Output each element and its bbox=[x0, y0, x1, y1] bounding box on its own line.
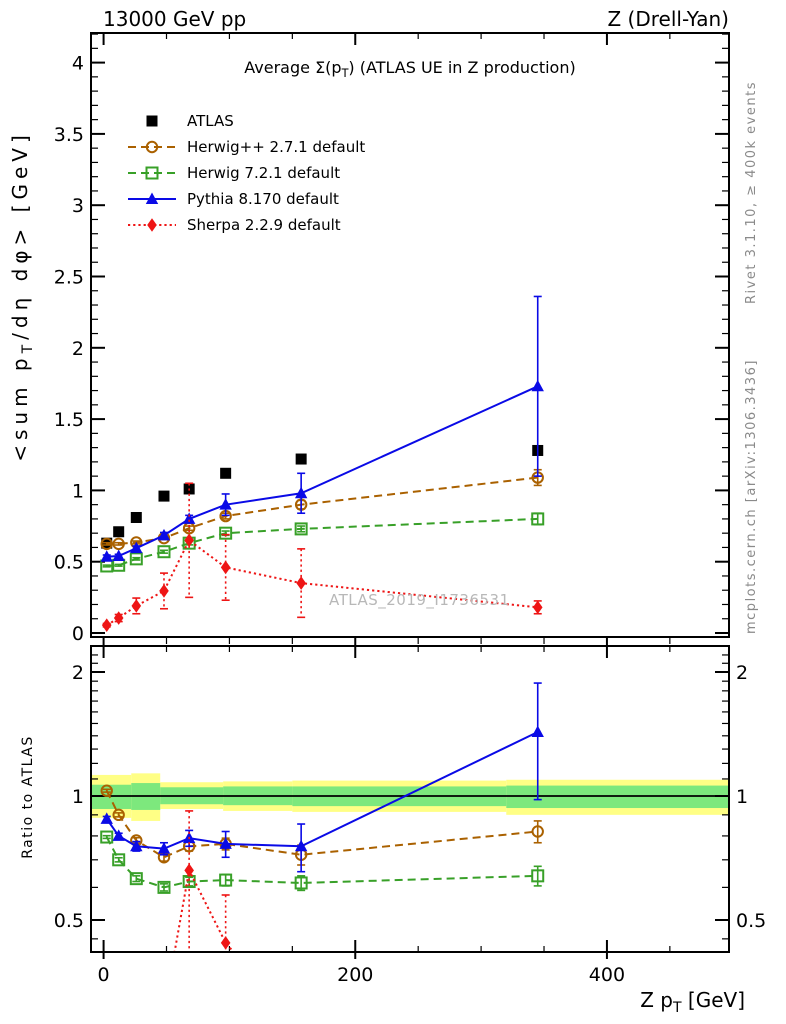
data-point bbox=[221, 561, 231, 575]
ratio-y-tick-label-right: 1 bbox=[736, 786, 749, 808]
x-label-post: [GeV] bbox=[681, 988, 745, 1012]
data-point bbox=[114, 611, 124, 625]
x-tick-label: 400 bbox=[588, 964, 626, 986]
data-point bbox=[296, 576, 306, 590]
main-y-tick-label: 4 bbox=[71, 52, 84, 75]
mcplots-reference-note: mcplots.cern.ch [arXiv:1306.3436] bbox=[744, 359, 759, 634]
main-y-tick-label: 0.5 bbox=[53, 551, 84, 574]
ratio-y-tick-label-right: 0.5 bbox=[736, 910, 767, 932]
data-point bbox=[296, 454, 307, 465]
ratio-y-tick-label-left: 0.5 bbox=[53, 910, 84, 932]
legend-item-sherpa bbox=[126, 212, 365, 238]
ratio-y-tick-label-right: 2 bbox=[736, 662, 749, 684]
ratio-y-tick-label-left: 2 bbox=[71, 662, 84, 684]
data-point bbox=[158, 491, 169, 502]
main-y-tick-label: 0 bbox=[71, 623, 84, 645]
main-y-tick-label: 1 bbox=[71, 480, 84, 503]
data-point bbox=[147, 218, 157, 232]
plot-title-pre: Average bbox=[244, 58, 316, 77]
plot-title-sub: T bbox=[341, 67, 349, 81]
main-y-label-sub: T bbox=[20, 339, 36, 354]
legend-label: Pythia 8.170 default bbox=[187, 190, 339, 208]
legend-marker-square-filled-icon bbox=[126, 112, 178, 130]
data-point bbox=[102, 618, 112, 632]
data-point bbox=[147, 116, 158, 127]
legend-label: ATLAS bbox=[187, 112, 234, 130]
ratio-y-axis-label: Ratio to ATLAS bbox=[20, 735, 36, 859]
x-tick-label: 200 bbox=[337, 964, 374, 986]
analysis-watermark: ATLAS_2019_I1736531 bbox=[329, 591, 510, 609]
main-y-label-post: /dη dφ> [GeV] bbox=[8, 130, 32, 340]
beam-energy-label: 13000 GeV pp bbox=[103, 7, 247, 31]
data-point bbox=[532, 380, 544, 392]
series-pythia bbox=[101, 296, 544, 561]
main-y-axis-label bbox=[8, 0, 34, 596]
legend-marker-triangle-filled-icon bbox=[126, 190, 178, 208]
main-y-tick-label: 3.5 bbox=[53, 123, 84, 146]
legend-label: Herwig++ 2.7.1 default bbox=[187, 138, 366, 156]
rivet-version-note: Rivet 3.1.10, ≥ 400k events bbox=[744, 81, 759, 304]
data-point bbox=[132, 599, 142, 613]
uncertainty-bands bbox=[91, 773, 729, 821]
x-tick-label: 0 bbox=[97, 964, 110, 986]
data-point bbox=[112, 549, 124, 561]
plot-title-sym: Σ(p bbox=[315, 58, 342, 77]
main-y-tick-label: 1.5 bbox=[53, 409, 84, 432]
process-label: Z (Drell-Yan) bbox=[607, 7, 729, 31]
data-point bbox=[159, 1005, 169, 1019]
legend bbox=[126, 108, 365, 238]
ratio-panel bbox=[54, 646, 766, 1024]
data-point bbox=[533, 601, 543, 615]
series-sherpa bbox=[102, 811, 543, 1024]
data-point bbox=[295, 487, 307, 499]
x-label-sub: T bbox=[672, 1000, 682, 1016]
data-point bbox=[113, 526, 124, 537]
legend-marker-diamond-filled-icon bbox=[126, 216, 178, 234]
ratio-y-tick-label-left: 1 bbox=[71, 786, 84, 808]
legend-marker-square-open-icon bbox=[126, 164, 178, 182]
data-point bbox=[159, 584, 169, 598]
data-point bbox=[220, 468, 231, 479]
legend-item-herwig7 bbox=[126, 160, 365, 186]
main-y-tick-label: 2 bbox=[71, 337, 84, 360]
series-pythia bbox=[101, 683, 544, 872]
legend-item-herwigpp bbox=[126, 134, 365, 160]
legend-marker-circle-open-icon bbox=[126, 138, 178, 156]
main-y-tick-label: 3 bbox=[71, 195, 84, 218]
plot-title bbox=[91, 58, 729, 80]
legend-label: Sherpa 2.2.9 default bbox=[187, 216, 341, 234]
x-axis-label bbox=[640, 988, 745, 1016]
legend-item-pythia bbox=[126, 186, 365, 212]
main-y-tick-label: 2.5 bbox=[53, 266, 84, 289]
legend-item-atlas bbox=[126, 108, 365, 134]
x-label-pre: Z p bbox=[640, 988, 673, 1012]
main-y-label-pre: <sum p bbox=[8, 353, 32, 462]
legend-label: Herwig 7.2.1 default bbox=[187, 164, 341, 182]
data-point bbox=[532, 726, 544, 738]
data-point bbox=[131, 512, 142, 523]
plot-title-post: ) (ATLAS UE in Z production) bbox=[348, 58, 576, 77]
